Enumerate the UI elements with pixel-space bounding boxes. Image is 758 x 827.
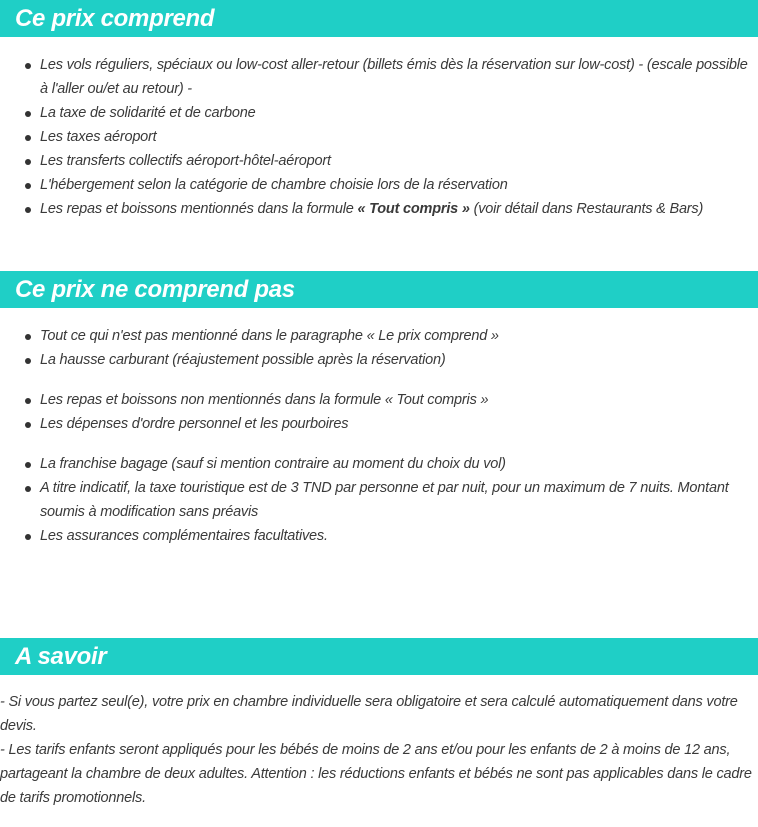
a-savoir-body (0, 690, 756, 810)
section-header-ne-comprend-pas (0, 271, 758, 308)
tout-compris-emphasis: « Tout compris » (357, 201, 470, 217)
list-item: Les dépenses d'ordre personnel et les pourboires (0, 412, 758, 436)
list-item: La franchise bagage (sauf si mention contraire au moment du choix du vol) (0, 452, 758, 476)
bullet-icon (25, 159, 31, 165)
bullet-icon (25, 534, 31, 540)
bullet-icon (25, 358, 31, 364)
list-item: La hausse carburant (réajustement possible après la réservation) (0, 348, 758, 372)
bullet-icon (25, 111, 31, 117)
bullet-icon (25, 207, 31, 213)
a-savoir-paragraph: - Si vous partez seul(e), votre prix en chambre individuelle sera obligatoire et sera calculé automatiquement dans votre devis. (0, 694, 738, 734)
bullet-icon (25, 63, 31, 69)
a-savoir-paragraph: - Les tarifs enfants seront appliqués pour les bébés de moins de 2 ans et/ou pour les enfants de 2 à moins de 12 ans, partageant la chambre de deux adultes. Attention : les réductions enfants et bébés ne sont pas applicables dans le cadre de tarifs promotionnels. (0, 742, 752, 806)
list-item: Les repas et boissons mentionnés dans la formule « Tout compris » (voir détail dans Restaurants & Bars) (0, 197, 758, 221)
section-title-ne-comprend-pas: Ce prix ne comprend pas (15, 276, 295, 303)
bullet-icon (25, 462, 31, 468)
list-comprend (0, 53, 758, 221)
list-ne-comprend-pas (0, 324, 758, 548)
section-header-comprend (0, 0, 758, 37)
section-header-a-savoir (0, 638, 758, 675)
bullet-icon (25, 486, 31, 492)
bullet-icon (25, 422, 31, 428)
list-item: Les taxes aéroport (0, 125, 758, 149)
list-item: Les vols réguliers, spéciaux ou low-cost aller-retour (billets émis dès la réservation sur low-cost) - (escale possible à l'aller ou/et au retour) - (0, 53, 758, 101)
list-item: Les transferts collectifs aéroport-hôtel-aéroport (0, 149, 758, 173)
list-item: A titre indicatif, la taxe touristique est de 3 TND par personne et par nuit, pour un maximum de 7 nuits. Montant soumis à modification sans préavis (0, 476, 758, 524)
list-item: La taxe de solidarité et de carbone (0, 101, 758, 125)
list-item: Les repas et boissons non mentionnés dans la formule « Tout compris » (0, 388, 758, 412)
bullet-icon (25, 334, 31, 340)
list-item: L'hébergement selon la catégorie de chambre choisie lors de la réservation (0, 173, 758, 197)
bullet-icon (25, 183, 31, 189)
list-item: Tout ce qui n'est pas mentionné dans le paragraphe « Le prix comprend » (0, 324, 758, 348)
section-title-comprend: Ce prix comprend (15, 5, 215, 32)
bullet-icon (25, 398, 31, 404)
list-item: Les assurances complémentaires facultatives. (0, 524, 758, 548)
bullet-icon (25, 135, 31, 141)
section-title-a-savoir: A savoir (15, 643, 107, 670)
